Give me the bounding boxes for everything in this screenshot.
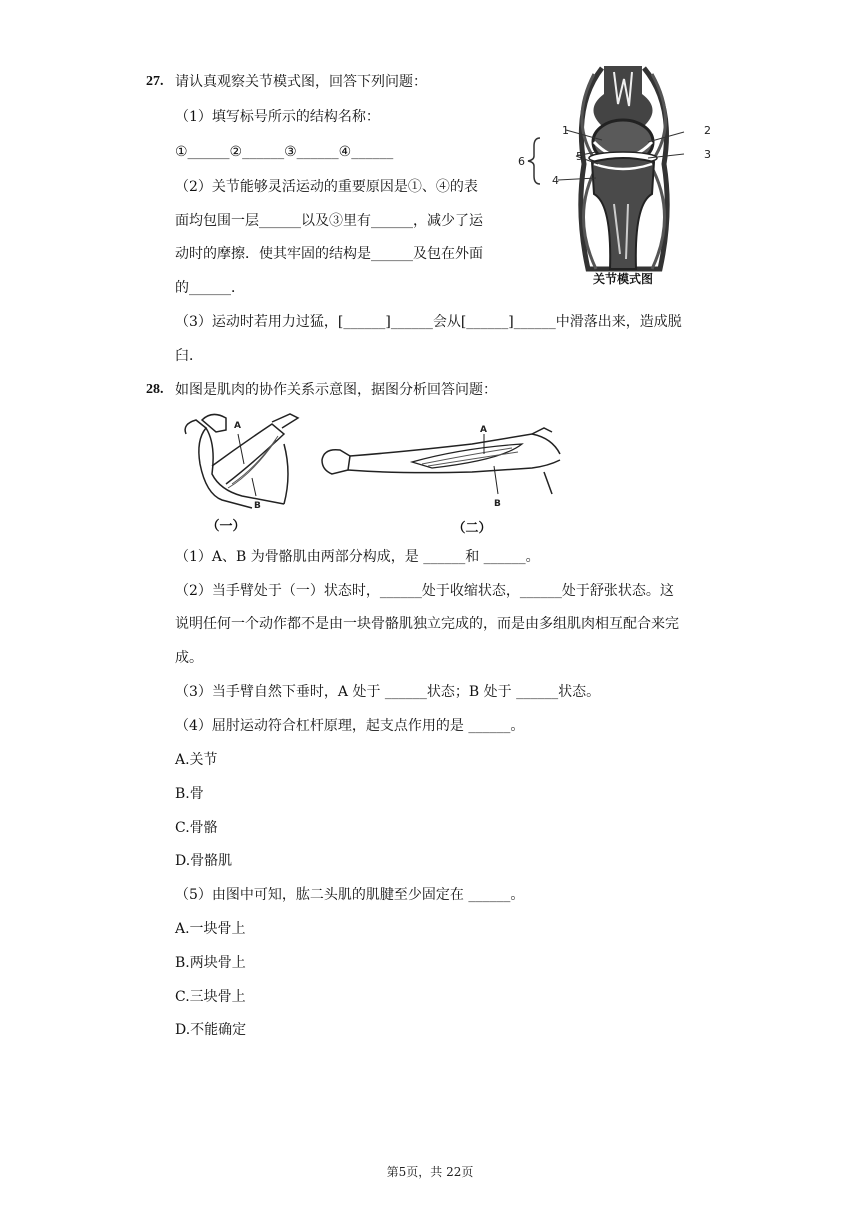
joint-diagram [514,64,724,289]
q27-part3-line2: 臼． [175,348,203,364]
q27-part1: （1）填写标号所示的结构名称： [175,109,380,125]
joint-label-3: 3 [704,148,711,161]
q27-part1-blanks: ①______②______③______④______ [175,144,394,160]
joint-socket [592,158,654,269]
joint-diagram-caption: 关节模式图 [592,272,654,286]
q28-part3: （3）当手臂自然下垂时，A 处于 ______状态；B 处于 ______状态。 [175,684,601,700]
q27-part3-line1: （3）运动时若用力过猛，[______]______会从[______]______中滑落出来，造成脱 [175,314,682,330]
arm-extended [322,425,560,509]
muscle-diagram [172,404,572,540]
q28-part5-option-d: D.不能确定 [175,1022,247,1038]
q27-part2-line2: 面均包围一层______以及③里有______，减少了运 [175,213,483,229]
q28-part1: （1）A、B 为骨骼肌由两部分构成，是 ______和 ______。 [175,549,540,565]
extended-label-b: B [494,499,501,509]
biceps-extended [412,444,522,468]
q28-part5-option-b: B.两块骨上 [175,955,246,971]
extended-label-a: A [480,425,487,435]
q28-part4: （4）屈肘运动符合杠杆原理，起支点作用的是 ______。 [175,718,525,734]
q27-number: 27. [146,74,164,89]
joint-label-6: 6 [518,155,525,168]
page-footer: 第5页，共 22页 [386,1165,474,1179]
arm-flexed [185,414,298,511]
q28-part4-option-b: B.骨 [175,786,204,802]
joint-label-1: 1 [562,124,569,137]
fist-extended [322,450,350,474]
q28-part2-line3: 成。 [175,650,203,666]
joint-label-2: 2 [704,124,711,137]
q28-part2-line1: （2）当手臂处于（一）状态时，______处于收缩状态，______处于舒张状态。这 [175,583,674,599]
q28-part2-line2: 说明任何一个动作都不是由一块骨骼肌独立完成的，而是由多组肌肉相互配合来完 [175,616,679,632]
q28-stem: 如图是肌肉的协作关系示意图，据图分析回答问题： [175,382,497,398]
q27-part2-line3: 动时的摩擦．使其牢固的结构是______及包在外面 [175,246,483,262]
flexed-label-a: A [234,421,241,431]
q28-part4-option-d: D.骨骼肌 [175,853,233,869]
q27-stem: 请认真观察关节模式图，回答下列问题： [175,74,427,90]
joint-label-5: 5 [576,150,583,163]
q28-part5: （5）由图中可知，肱二头肌的肌腱至少固定在 ______。 [175,887,525,903]
joint-label-4: 4 [552,174,559,187]
q28-part5-option-c: C.三块骨上 [175,989,246,1005]
caption-left: （一） [206,519,246,534]
q28-part4-option-a: A.关节 [175,752,218,768]
upper-bone-shaft [593,66,652,126]
biceps-flexed [212,424,284,484]
q28-number: 28. [146,382,164,397]
q27-part2-line1: （2）关节能够灵活运动的重要原因是①、④的表 [175,179,478,195]
caption-right: （二） [452,521,492,536]
q28-part5-option-a: A.一块骨上 [175,921,246,937]
flexed-label-b: B [254,501,261,511]
q28-part4-option-c: C.骨骼 [175,820,218,836]
q27-part2-line4: 的______． [175,280,245,296]
